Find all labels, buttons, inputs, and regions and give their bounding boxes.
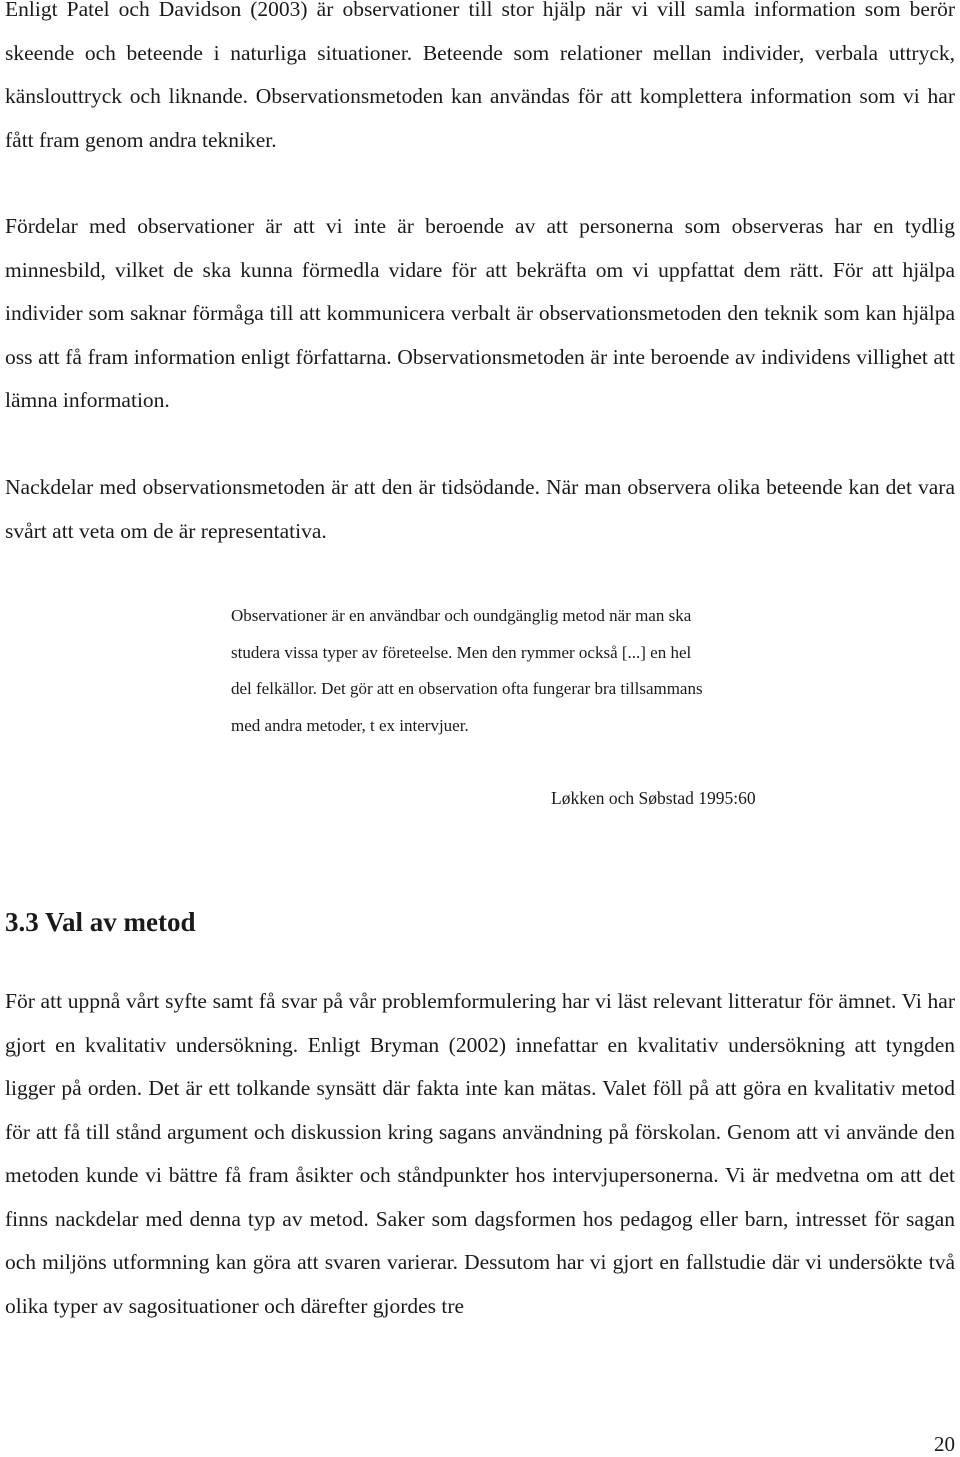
body-paragraph: Enligt Patel och Davidson (2003) är observationer till stor hjälp när vi vill samla information som berör skeende och beteende i naturliga situationer. Beteende som relationer mellan individer, verbala uttryck, känslouttryck och liknande. Observationsmetoden kan användas för att komplettera information som vi har fått fram genom andra tekniker. bbox=[5, 0, 955, 152]
quote-line: Observationer är en användbar och oundgänglig metod när man ska bbox=[231, 606, 692, 625]
body-paragraph: Nackdelar med observationsmetoden är att den är tidsödande. När man observera olika beteende kan det vara svårt att veta om de är representativa. bbox=[5, 475, 955, 543]
quote-citation: Løkken och Søbstad 1995:60 bbox=[551, 788, 756, 808]
quote-line: studera vissa typer av företeelse. Men den rymmer också [...] en hel bbox=[231, 642, 692, 662]
quote-line: med andra metoder, t ex intervjuer. bbox=[231, 715, 469, 735]
block-quote bbox=[231, 598, 821, 744]
section-heading: 3.3 Val av metod bbox=[5, 907, 196, 937]
body-paragraph: Fördelar med observationer är att vi inte är beroende av att personerna som observeras har en tydlig minnesbild, vilket de ska kunna förmedla vidare för att bekräfta om vi uppfattat dem rätt. För att hjälpa individer som saknar förmåga till att kommunicera verbalt är observationsmetoden den teknik som kan hjälpa oss att få fram information enligt författarna. Observationsmetoden är inte beroende av individens villighet att lämna information. bbox=[5, 214, 955, 412]
quote-line: del felkällor. Det gör att en observation ofta fungerar bra tillsammans bbox=[231, 679, 703, 698]
body-paragraph: För att uppnå vårt syfte samt få svar på vår problemformulering har vi läst relevant litteratur för ämnet. Vi har gjort en kvalitativ undersökning. Enligt Bryman (2002) innefattar en kvalitativ undersökning att tyngden ligger på orden. Det är ett tolkande synsätt där fakta inte kan mätas. Valet föll på att göra en kvalitativ metod för att få till stånd argument och diskussion kring sagans användning på förskolan. Genom att vi använde den metoden kunde vi bättre få fram åsikter och ståndpunkter hos intervjupersonerna. Vi är medvetna om att det finns nackdelar med denna typ av metod. Saker som dagsformen hos pedagog eller barn, intresset för sagan och miljöns utformning kan göra att svaren varierar. Dessutom har vi gjort en fallstudie där vi undersökte två olika typer av sagosituationer och därefter gjordes tre bbox=[5, 989, 955, 1318]
page-number: 20 bbox=[934, 1432, 955, 1456]
